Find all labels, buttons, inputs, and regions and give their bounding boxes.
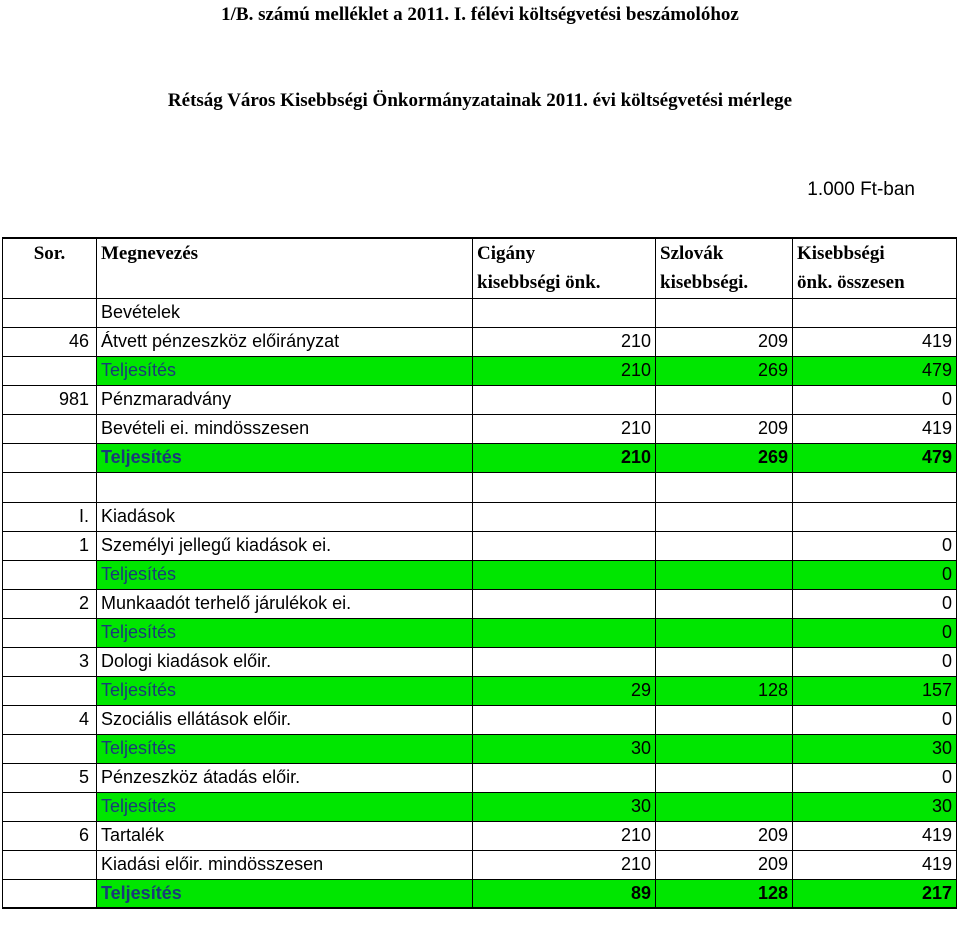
budget-table <box>2 237 957 909</box>
header-sor-cont <box>3 268 97 298</box>
total-value-cell: 479 <box>793 356 957 385</box>
cigany-value-cell <box>473 763 656 792</box>
row-number-cell: 2 <box>3 589 97 618</box>
szlovak-value-cell <box>656 705 793 734</box>
document-title: 1/B. számú melléklet a 2011. I. félévi költségvetési beszámolóhoz <box>221 4 739 25</box>
row-label-cell: Bevételi ei. mindösszesen <box>97 414 473 443</box>
row-label-cell: Teljesítés <box>97 734 473 763</box>
row-label-cell: Kiadási előir. mindösszesen <box>97 850 473 879</box>
header-megnevezes-cont <box>97 268 473 298</box>
row-label-cell: Szociális ellátások előir. <box>97 705 473 734</box>
row-number-cell <box>3 879 97 908</box>
szlovak-value-cell <box>656 763 793 792</box>
row-number-cell <box>3 472 97 502</box>
cigany-value-cell <box>473 531 656 560</box>
cigany-value-cell: 30 <box>473 734 656 763</box>
szlovak-value-cell: 209 <box>656 327 793 356</box>
row-number-cell <box>3 298 97 327</box>
cigany-value-cell: 210 <box>473 356 656 385</box>
row-number-cell <box>3 443 97 472</box>
row-number-cell <box>3 792 97 821</box>
cigany-value-cell <box>473 647 656 676</box>
szlovak-value-cell: 209 <box>656 850 793 879</box>
row-number-cell: 46 <box>3 327 97 356</box>
row-number-cell: 6 <box>3 821 97 850</box>
row-number-cell: 981 <box>3 385 97 414</box>
table-row <box>3 792 957 821</box>
table-row <box>3 879 957 908</box>
table-row <box>3 763 957 792</box>
szlovak-value-cell <box>656 502 793 531</box>
cigany-value-cell: 210 <box>473 327 656 356</box>
header-cigany: Cigány <box>473 238 656 268</box>
row-label-cell: Dologi kiadások előir. <box>97 647 473 676</box>
row-label-cell: Átvett pénzeszköz előirányzat <box>97 327 473 356</box>
table-row <box>3 850 957 879</box>
cigany-value-cell: 210 <box>473 443 656 472</box>
table-row <box>3 821 957 850</box>
szlovak-value-cell <box>656 734 793 763</box>
row-label-cell: Teljesítés <box>97 676 473 705</box>
table-row <box>3 298 957 327</box>
row-label-cell: Tartalék <box>97 821 473 850</box>
row-label-cell <box>97 472 473 502</box>
szlovak-value-cell <box>656 385 793 414</box>
cigany-value-cell: 210 <box>473 850 656 879</box>
table-row <box>3 560 957 589</box>
total-value-cell: 0 <box>793 385 957 414</box>
table-row <box>3 443 957 472</box>
total-value-cell: 0 <box>793 531 957 560</box>
row-number-cell: 3 <box>3 647 97 676</box>
total-value-cell: 0 <box>793 705 957 734</box>
szlovak-value-cell <box>656 792 793 821</box>
total-value-cell <box>793 502 957 531</box>
cigany-value-cell <box>473 589 656 618</box>
table-row <box>3 705 957 734</box>
header-row-2 <box>3 268 957 298</box>
table-row <box>3 647 957 676</box>
cigany-value-cell: 210 <box>473 414 656 443</box>
szlovak-value-cell <box>656 647 793 676</box>
szlovak-value-cell: 269 <box>656 356 793 385</box>
header-row-1 <box>3 238 957 268</box>
szlovak-value-cell <box>656 472 793 502</box>
row-number-cell <box>3 356 97 385</box>
cigany-value-cell <box>473 298 656 327</box>
row-label-cell: Teljesítés <box>97 792 473 821</box>
row-number-cell: 4 <box>3 705 97 734</box>
szlovak-value-cell <box>656 531 793 560</box>
szlovak-value-cell: 209 <box>656 414 793 443</box>
total-value-cell: 0 <box>793 647 957 676</box>
row-label-cell: Pénzmaradvány <box>97 385 473 414</box>
total-value-cell: 217 <box>793 879 957 908</box>
table-row <box>3 676 957 705</box>
row-number-cell <box>3 676 97 705</box>
cigany-value-cell: 89 <box>473 879 656 908</box>
total-value-cell: 30 <box>793 734 957 763</box>
total-value-cell: 0 <box>793 560 957 589</box>
total-value-cell: 30 <box>793 792 957 821</box>
header-kisebbsegi: Kisebbségi <box>793 238 957 268</box>
cigany-value-cell: 30 <box>473 792 656 821</box>
total-value-cell: 0 <box>793 618 957 647</box>
table-row <box>3 356 957 385</box>
szlovak-value-cell: 128 <box>656 879 793 908</box>
szlovak-value-cell <box>656 618 793 647</box>
header-sor: Sor. <box>3 238 97 268</box>
row-label-cell: Kiadások <box>97 502 473 531</box>
total-value-cell <box>793 298 957 327</box>
cigany-value-cell <box>473 385 656 414</box>
szlovak-value-cell <box>656 589 793 618</box>
unit-label: 1.000 Ft-ban <box>807 179 915 200</box>
row-number-cell <box>3 618 97 647</box>
total-value-cell: 419 <box>793 821 957 850</box>
total-value-cell: 419 <box>793 327 957 356</box>
cigany-value-cell <box>473 472 656 502</box>
table-row <box>3 327 957 356</box>
szlovak-value-cell <box>656 298 793 327</box>
szlovak-value-cell: 269 <box>656 443 793 472</box>
cigany-value-cell <box>473 705 656 734</box>
cigany-value-cell: 210 <box>473 821 656 850</box>
row-label-cell: Teljesítés <box>97 560 473 589</box>
cigany-value-cell <box>473 502 656 531</box>
table-row <box>3 589 957 618</box>
row-label-cell: Pénzeszköz átadás előir. <box>97 763 473 792</box>
total-value-cell: 0 <box>793 589 957 618</box>
row-number-cell <box>3 734 97 763</box>
row-label-cell: Teljesítés <box>97 618 473 647</box>
header-szlovak: Szlovák <box>656 238 793 268</box>
table-row <box>3 531 957 560</box>
row-label-cell: Teljesítés <box>97 443 473 472</box>
header-kisebbsegi-sub: önk. összesen <box>793 268 957 298</box>
row-number-cell: 1 <box>3 531 97 560</box>
header-megnevezes: Megnevezés <box>97 238 473 268</box>
szlovak-value-cell <box>656 560 793 589</box>
table-row <box>3 734 957 763</box>
row-label-cell: Munkaadót terhelő járulékok ei. <box>97 589 473 618</box>
header-szlovak-sub: kisebbségi. <box>656 268 793 298</box>
total-value-cell <box>793 472 957 502</box>
row-number-cell <box>3 560 97 589</box>
row-label-cell: Személyi jellegű kiadások ei. <box>97 531 473 560</box>
table-row <box>3 414 957 443</box>
total-value-cell: 479 <box>793 443 957 472</box>
row-number-cell <box>3 850 97 879</box>
cigany-value-cell: 29 <box>473 676 656 705</box>
document-subtitle: Rétság Város Kisebbségi Önkormányzatainak 2011. évi költségvetési mérlege <box>167 90 793 111</box>
total-value-cell: 419 <box>793 850 957 879</box>
szlovak-value-cell: 209 <box>656 821 793 850</box>
cigany-value-cell <box>473 618 656 647</box>
row-label-cell: Bevételek <box>97 298 473 327</box>
row-label-cell: Teljesítés <box>97 356 473 385</box>
table-row <box>3 385 957 414</box>
row-label-cell: Teljesítés <box>97 879 473 908</box>
total-value-cell: 0 <box>793 763 957 792</box>
row-number-cell <box>3 414 97 443</box>
total-value-cell: 157 <box>793 676 957 705</box>
header-cigany-sub: kisebbségi önk. <box>473 268 656 298</box>
row-number-cell: 5 <box>3 763 97 792</box>
row-number-cell: I. <box>3 502 97 531</box>
cigany-value-cell <box>473 560 656 589</box>
total-value-cell: 419 <box>793 414 957 443</box>
table-row <box>3 502 957 531</box>
table-row <box>3 472 957 502</box>
szlovak-value-cell: 128 <box>656 676 793 705</box>
table-row <box>3 618 957 647</box>
